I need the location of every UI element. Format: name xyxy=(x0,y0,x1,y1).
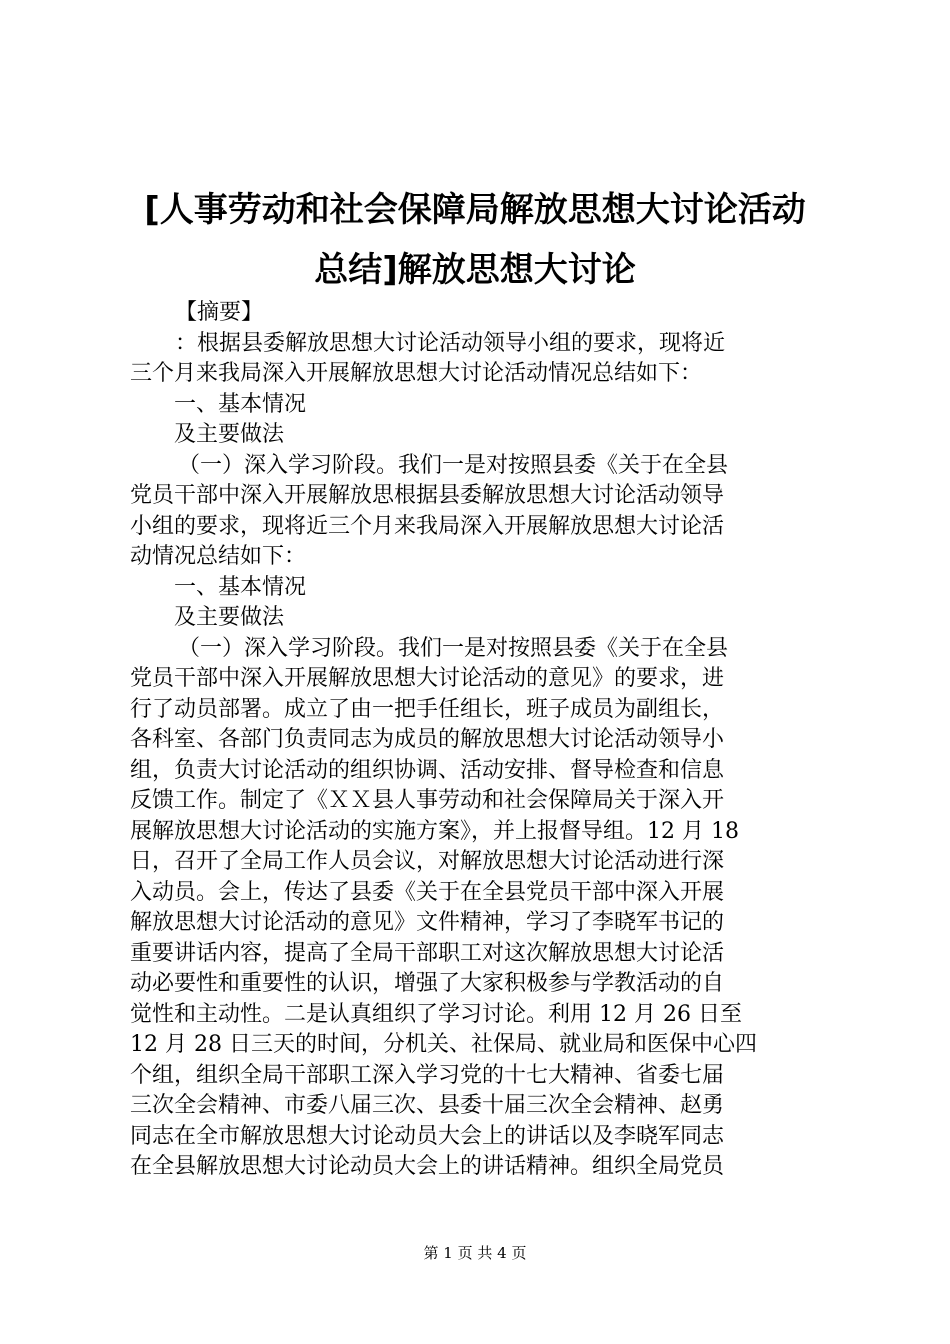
body-line: 三个月来我局深入开展解放思想大讨论活动情况总结如下： xyxy=(130,361,703,386)
abstract-label: 【摘要】 xyxy=(175,300,264,325)
body-line: 觉性和主动性。二是认真组织了学习讨论。利用 12 月 26 日至 xyxy=(130,1001,742,1027)
section-heading: 一、基本情况 xyxy=(174,574,307,600)
body-line: 各科室、各部门负责同志为成员的解放思想大讨论活动领导小 xyxy=(130,727,725,752)
body-line: 在全县解放思想大讨论动员大会上的讲话精神。组织全局党员 xyxy=(130,1154,725,1179)
section-heading: 一、基本情况 xyxy=(174,391,307,417)
body-line: 反馈工作。制定了《ＸＸ县人事劳动和社会保障局关于深入开 xyxy=(130,788,725,813)
body-line: 日，召开了全局工作人员会议，对解放思想大讨论活动进行深 xyxy=(130,849,725,874)
section-heading: 及主要做法 xyxy=(174,422,285,447)
body-line: 动情况总结如下： xyxy=(130,544,307,569)
body-line: 解放思想大讨论活动的意见》文件精神，学习了李晓军书记的 xyxy=(130,910,725,935)
body-line: 小组的要求，现将近三个月来我局深入开展解放思想大讨论活 xyxy=(130,513,725,539)
page-footer: 第 1 页 共 4 页 xyxy=(423,1244,527,1262)
body-line: 12 月 28 日三天的时间，分机关、社保局、就业局和医保中心四 xyxy=(130,1032,757,1057)
body-line: 个组，组织全局干部职工深入学习党的十七大精神、省委七届 xyxy=(130,1062,725,1088)
body-line: （一）深入学习阶段。我们一是对按照县委《关于在全县 xyxy=(178,635,729,661)
document-body xyxy=(130,298,830,1183)
title-line-2: 总结]解放思想大讨论 xyxy=(314,250,636,290)
document-title xyxy=(120,180,830,300)
body-line: 同志在全市解放思想大讨论动员大会上的讲话以及李晓军同志 xyxy=(130,1123,725,1149)
section-heading: 及主要做法 xyxy=(174,605,285,630)
body-line: 重要讲话内容，提高了全局干部职工对这次解放思想大讨论活 xyxy=(130,940,725,966)
body-line: 动必要性和重要性的认识，增强了大家积极参与学教活动的自 xyxy=(130,971,725,996)
body-line: 三次全会精神、市委八届三次、县委十届三次全会精神、赵勇 xyxy=(130,1093,725,1118)
body-line: 行了动员部署。成立了由一把手任组长，班子成员为副组长， xyxy=(130,696,725,722)
title-line-1: [人事劳动和社会保障局解放思想大讨论活动 xyxy=(144,190,806,230)
body-line: 党员干部中深入开展解放思根据县委解放思想大讨论活动领导 xyxy=(130,483,725,508)
body-line: （一）深入学习阶段。我们一是对按照县委《关于在全县 xyxy=(178,452,729,478)
body-line: 组，负责大讨论活动的组织协调、活动安排、督导检查和信息 xyxy=(130,757,725,783)
body-line: 入动员。会上，传达了县委《关于在全县党员干部中深入开展 xyxy=(130,879,725,905)
body-line: 展解放思想大讨论活动的实施方案》，并上报督导组。12 月 18 xyxy=(130,818,739,844)
body-line: 党员干部中深入开展解放思想大讨论活动的意见》的要求，进 xyxy=(130,666,725,691)
body-line: ：根据县委解放思想大讨论活动领导小组的要求，现将近 xyxy=(175,330,726,356)
